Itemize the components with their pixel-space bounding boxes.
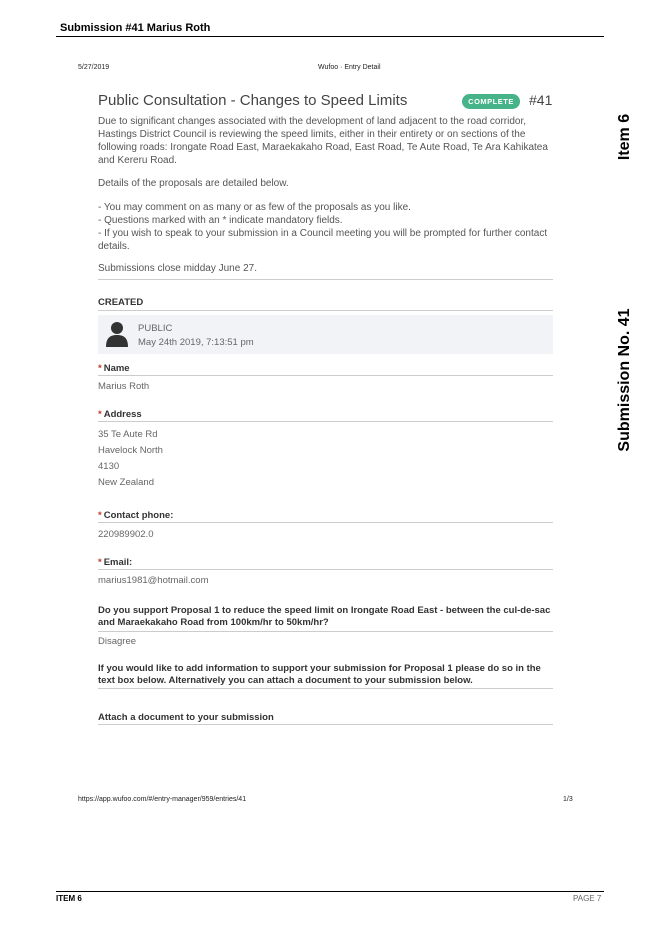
footer-page-number: PAGE 7 — [573, 894, 602, 903]
address-line: Havelock North — [98, 445, 163, 456]
intro-bullets — [98, 201, 550, 253]
divider — [98, 310, 553, 311]
footer-rule — [56, 891, 604, 892]
created-label: CREATED — [98, 297, 144, 308]
question-attach-document: Attach a document to your submission — [98, 712, 274, 723]
created-timestamp: May 24th 2019, 7:13:51 pm — [138, 337, 254, 348]
divider — [98, 522, 553, 523]
phone-label: * Contact phone: — [98, 510, 174, 521]
print-footer-page: 1/3 — [563, 796, 573, 803]
divider — [98, 375, 553, 376]
created-user: PUBLIC — [138, 323, 173, 334]
intro-bullet: - If you wish to speak to your submission in a Council meeting you will be prompted for further contact details. — [98, 228, 548, 252]
print-header-center: Wufoo · Entry Detail — [318, 64, 381, 71]
print-date: 5/27/2019 — [78, 64, 110, 71]
email-label: * Email: — [98, 557, 133, 568]
side-label-submission: Submission No. 41 — [616, 308, 633, 452]
name-value: Marius Roth — [98, 381, 150, 392]
address-value — [98, 427, 163, 491]
user-icon — [106, 321, 128, 347]
divider — [98, 631, 553, 632]
email-value: marius1981@hotmail.com — [98, 575, 209, 586]
address-line: 4130 — [98, 461, 120, 472]
intro-paragraph: Due to significant changes associated with the development of land adjacent to the road corridor, Hastings District Council is reviewing the speed limits, either in their entirety or on sections of the following roads: Irongate Road East, Maraekakaho Road, East Road, Te Aute Road, Te Ara Kahikatea and Kereru Road. — [98, 116, 548, 166]
divider — [98, 569, 553, 570]
divider — [98, 279, 553, 280]
form-title: Public Consultation - Changes to Speed Limits — [98, 92, 408, 109]
address-line: New Zealand — [98, 477, 154, 488]
footer-item: ITEM 6 — [56, 894, 82, 903]
address-label: * Address — [98, 409, 142, 420]
divider — [98, 724, 553, 725]
created-box — [98, 315, 553, 354]
proposal-1-answer: Disagree — [98, 636, 137, 647]
name-label: * Name — [98, 363, 130, 374]
entry-number: #41 — [529, 92, 553, 108]
phone-value: 220989902.0 — [98, 529, 154, 540]
address-line: 35 Te Aute Rd — [98, 429, 158, 440]
submission-deadline: Submissions close midday June 27. — [98, 263, 257, 274]
page-header-title: Submission #41 Marius Roth — [60, 22, 211, 34]
intro-bullet: - Questions marked with an * indicate mandatory fields. — [98, 215, 343, 226]
header-rule — [56, 36, 604, 37]
intro-details: Details of the proposals are detailed below. — [98, 178, 289, 189]
question-proposal-1-info: If you would like to add information to support your submission for Proposal 1 please do so in the text box below. Alternatively you can attach a document to your submission below. — [98, 663, 541, 686]
divider — [98, 421, 553, 422]
side-label-item: Item 6 — [616, 113, 633, 161]
print-footer-url: https://app.wufoo.com/#/entry-manager/959/entries/41 — [78, 796, 247, 803]
question-proposal-1: Do you support Proposal 1 to reduce the speed limit on Irongate Road East - between the cul-de-sac and Maraekakaho Road from 100km/hr to 50km/hr? — [98, 605, 551, 628]
divider — [98, 688, 553, 689]
intro-bullet: - You may comment on as many or as few of the proposals as you like. — [98, 202, 411, 213]
status-badge: COMPLETE — [462, 94, 520, 109]
